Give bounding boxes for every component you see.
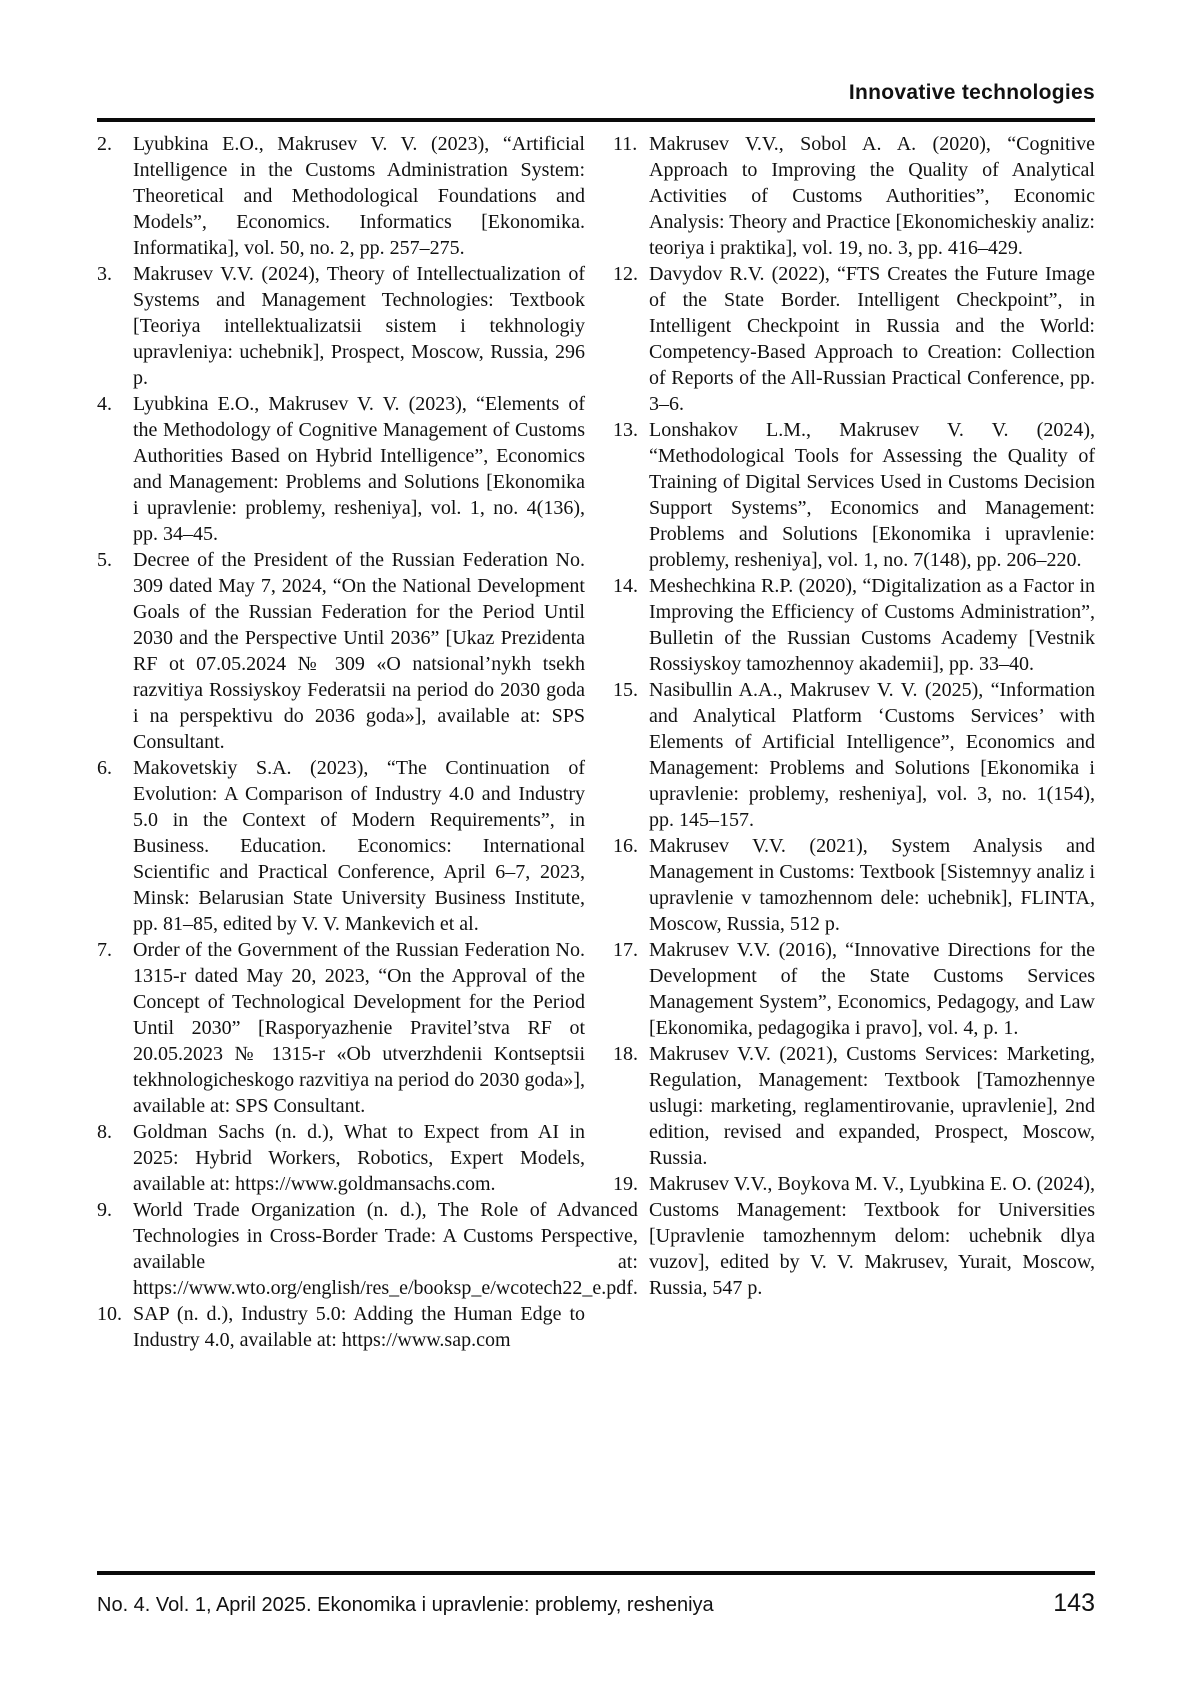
- reference-number: 11.: [613, 133, 638, 155]
- reference-text: Makrusev V.V. (2021), System Analysis and Management in Customs: Textbook [Sistemnyy analiz i upravlenie v tamozhennom dele: uchebnik], FLINTA, Moscow, Russia, 512 p.: [649, 835, 1095, 935]
- reference-number: 2.: [97, 133, 112, 155]
- journal-info: No. 4. Vol. 1, April 2025. Ekonomika i upravlenie: problemy, resheniya: [97, 1594, 714, 1616]
- header-rule: [97, 118, 1095, 122]
- reference-text: World Trade Organization (n. d.), The Role of Advanced Technologies in Cross-Border Trade: A Customs Perspective, available at: https://www.wto.org/english/res_e/booksp_e/wcotech22_e.pdf.: [133, 1199, 638, 1299]
- reference-item: [613, 1171, 1095, 1301]
- page-number: 143: [1053, 1589, 1095, 1617]
- reference-text: Makovetskiy S.A. (2023), “The Continuation of Evolution: A Comparison of Industry 4.0 and Industry 5.0 in the Context of Modern Requirements”, in Business. Education. Economics: International Scientific and Practical Conference, April 6–7, 2023, Minsk: Belarusian State University Business Institute, pp. 81–85, edited by V. V. Mankevich et al.: [133, 757, 585, 935]
- references-column-right: [613, 131, 1095, 1353]
- reference-number: 3.: [97, 263, 112, 285]
- reference-number: 9.: [97, 1199, 112, 1221]
- reference-number: 16.: [613, 835, 638, 857]
- reference-number: 17.: [613, 939, 638, 961]
- reference-number: 12.: [613, 263, 638, 285]
- reference-number: 4.: [97, 393, 112, 415]
- reference-text: Lyubkina E.O., Makrusev V. V. (2023), “Elements of the Methodology of Cognitive Management of Customs Authorities Based on Hybrid Intelligence”, Economics and Management: Problems and Solutions [Ekonomika i upravlenie: problemy, resheniya], vol. 1, no. 4(136), pp. 34–45.: [133, 393, 585, 545]
- reference-item: [613, 573, 1095, 677]
- reference-text: Makrusev V.V., Sobol A. A. (2020), “Cognitive Approach to Improving the Quality of Analytical Activities of Customs Authorities”, Economic Analysis: Theory and Practice [Ekonomicheskiy analiz: teoriya i praktika], vol. 19, no. 3, pp. 416–429.: [649, 133, 1095, 259]
- reference-number: 15.: [613, 679, 638, 701]
- reference-item: [613, 417, 1095, 573]
- references-columns: [97, 131, 1095, 1353]
- reference-item: [613, 261, 1095, 417]
- reference-item: [97, 755, 585, 937]
- reference-number: 10.: [97, 1303, 122, 1325]
- reference-text: Goldman Sachs (n. d.), What to Expect from AI in 2025: Hybrid Workers, Robotics, Expert Models, available at: https://www.goldmansachs.com.: [133, 1121, 585, 1195]
- reference-number: 19.: [613, 1173, 638, 1195]
- reference-text: Makrusev V.V. (2016), “Innovative Directions for the Development of the State Customs Services Management System”, Economics, Pedagogy, and Law [Ekonomika, pedagogika i pravo], vol. 4, p. 1.: [649, 939, 1095, 1039]
- running-head: Innovative technologies: [848, 81, 1095, 104]
- reference-text: Makrusev V.V. (2024), Theory of Intellectualization of Systems and Management Technologies: Textbook [Teoriya intellektualizatsii sistem i tekhnologiy upravleniya: uchebnik], Prospect, Moscow, Russia, 296 p.: [133, 263, 585, 389]
- reference-text: Makrusev V.V. (2021), Customs Services: Marketing, Regulation, Management: Textbook [Tamozhennye uslugi: marketing, reglamentirovanie, upravlenie], 2nd edition, revised and expanded, Prospect, Moscow, Russia.: [649, 1043, 1095, 1169]
- reference-item: [613, 1041, 1095, 1171]
- reference-text: Order of the Government of the Russian Federation No. 1315-r dated May 20, 2023, “On the Approval of the Concept of Technological Development for the Period Until 2030” [Rasporyazhenie Pravitel’stva RF ot 20.05.2023 № 1315-r «Ob utverzhdenii Kontseptsii tekhnologicheskogo razvitiya na period do 2030 goda»], available at: SPS Consultant.: [133, 939, 585, 1117]
- reference-item: [97, 547, 585, 755]
- reference-item: [97, 261, 585, 391]
- reference-text: Decree of the President of the Russian Federation No. 309 dated May 7, 2024, “On the National Development Goals of the Russian Federation for the Period Until 2030 and the Perspective Until 2036” [Ukaz Prezidenta RF ot 07.05.2024 № 309 «O natsional’nykh tsekh razvitiya Rossiyskoy Federatsii na period do 2030 goda i na perspektivu do 2036 goda»], available at: SPS Consultant.: [133, 549, 585, 753]
- page-footer: [97, 1571, 1095, 1618]
- reference-text: SAP (n. d.), Industry 5.0: Adding the Human Edge to Industry 4.0, available at: https://www.sap.com: [133, 1303, 585, 1351]
- reference-number: 5.: [97, 549, 112, 571]
- reference-item: [97, 937, 585, 1119]
- reference-item: [97, 131, 585, 261]
- reference-text: Lonshakov L.M., Makrusev V. V. (2024), “Methodological Tools for Assessing the Quality of Training of Digital Services Used in Customs Decision Support Systems”, Economics and Management: Problems and Solutions [Ekonomika i upravlenie: problemy, resheniya], vol. 1, no. 7(148), pp. 206–220.: [649, 419, 1095, 571]
- reference-item: [613, 677, 1095, 833]
- reference-number: 13.: [613, 419, 638, 441]
- reference-item: [97, 1301, 585, 1353]
- reference-item: [613, 833, 1095, 937]
- reference-number: 7.: [97, 939, 112, 961]
- reference-text: Makrusev V.V., Boykova M. V., Lyubkina E. O. (2024), Customs Management: Textbook for Universities [Upravlenie tamozhennym delom: uchebnik dlya vuzov], edited by V. V. Makrusev, Yurait, Moscow, Russia, 547 p.: [649, 1173, 1095, 1299]
- reference-number: 14.: [613, 575, 638, 597]
- reference-number: 6.: [97, 757, 112, 779]
- reference-item: [97, 1197, 638, 1301]
- reference-text: Davydov R.V. (2022), “FTS Creates the Future Image of the State Border. Intelligent Checkpoint”, in Intelligent Checkpoint in Russia and the World: Competency-Based Approach to Creation: Collection of Reports of the All-Russian Practical Conference, pp. 3–6.: [649, 263, 1095, 415]
- reference-item: [613, 937, 1095, 1041]
- reference-text: Meshechkina R.P. (2020), “Digitalization as a Factor in Improving the Efficiency of Customs Administration”, Bulletin of the Russian Customs Academy [Vestnik Rossiyskoy tamozhennoy akademii], pp. 33–40.: [649, 575, 1095, 675]
- reference-number: 8.: [97, 1121, 112, 1143]
- reference-text: Nasibullin A.A., Makrusev V. V. (2025), “Information and Analytical Platform ‘Customs Services’ with Elements of Artificial Intelligence”, Economics and Management: Problems and Solutions [Ekonomika i upravlenie: problemy, resheniya], vol. 3, no. 1(154), pp. 145–157.: [649, 679, 1095, 831]
- reference-number: 18.: [613, 1043, 638, 1065]
- reference-text: Lyubkina E.O., Makrusev V. V. (2023), “Artificial Intelligence in the Customs Administration System: Theoretical and Methodological Foundations and Models”, Economics. Informatics [Ekonomika. Informatika], vol. 50, no. 2, pp. 257–275.: [133, 133, 585, 259]
- reference-item: [97, 1119, 585, 1197]
- reference-item: [97, 391, 585, 547]
- reference-item: [613, 131, 1095, 261]
